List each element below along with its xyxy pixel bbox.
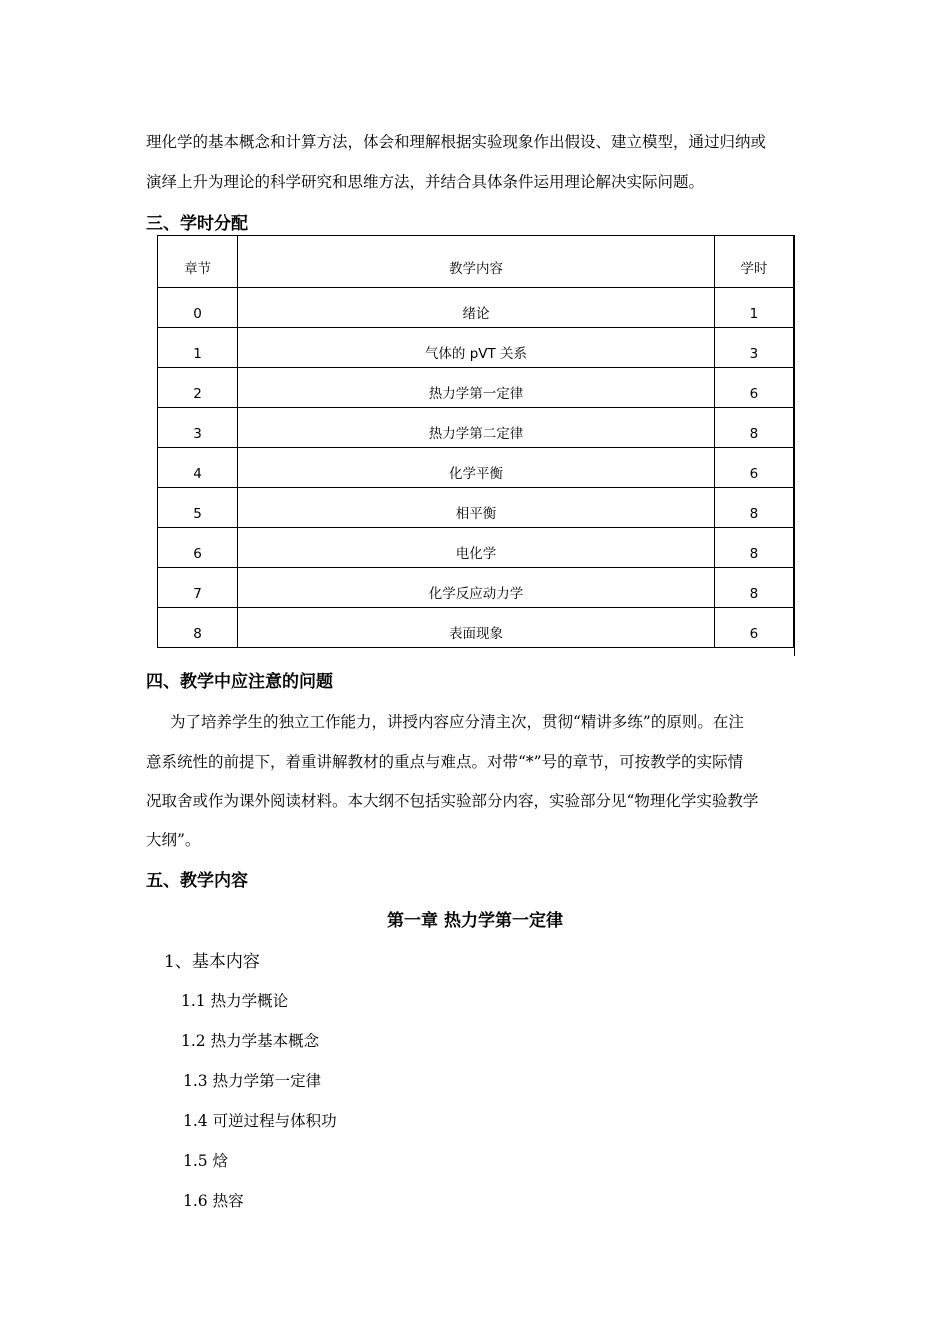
section-4-line-1: 为了培养学生的独立工作能力，讲授内容应分清主次，贯彻“精讲多练”的原则。在注 <box>170 713 744 731</box>
table-row <box>158 448 794 488</box>
header-chapter: 章节 <box>158 236 238 288</box>
section-5-title: 五、教学内容 <box>146 871 248 891</box>
intro-line-2: 演绎上升为理论的科学研究和思维方法，并结合具体条件运用理论解决实际问题。 <box>146 173 705 191</box>
cell-content: 热力学第二定律 <box>238 408 715 448</box>
content-item: 1.1 热力学概论 <box>181 992 289 1010</box>
content-item: 1.5 焓 <box>183 1152 229 1170</box>
section-3-title: 三、学时分配 <box>146 214 248 234</box>
cell-content: 热力学第一定律 <box>238 368 715 408</box>
content-item: 1.3 热力学第一定律 <box>183 1072 322 1090</box>
table-right-border <box>794 235 795 656</box>
table-row <box>158 368 794 408</box>
cell-content: 化学平衡 <box>238 448 715 488</box>
content-item: 1.4 可逆过程与体积功 <box>183 1112 337 1130</box>
table-row <box>158 328 794 368</box>
table-row <box>158 528 794 568</box>
cell-hours: 1 <box>714 288 793 328</box>
table-row <box>158 608 794 648</box>
basic-content-title: 1、基本内容 <box>164 952 260 972</box>
cell-chapter: 1 <box>158 328 238 368</box>
cell-chapter: 2 <box>158 368 238 408</box>
cell-chapter: 5 <box>158 488 238 528</box>
cell-hours: 6 <box>714 448 793 488</box>
content-item: 1.2 热力学基本概念 <box>181 1032 320 1050</box>
table-header-row <box>158 236 794 288</box>
hours-allocation-table <box>157 235 794 648</box>
cell-hours: 6 <box>714 608 793 648</box>
cell-chapter: 7 <box>158 568 238 608</box>
cell-content: 绪论 <box>238 288 715 328</box>
cell-hours: 8 <box>714 528 793 568</box>
table-row <box>158 288 794 328</box>
table-row <box>158 488 794 528</box>
cell-hours: 3 <box>714 328 793 368</box>
cell-chapter: 4 <box>158 448 238 488</box>
cell-chapter: 6 <box>158 528 238 568</box>
cell-content: 电化学 <box>238 528 715 568</box>
section-4-line-4: 大纲”。 <box>146 831 201 849</box>
cell-hours: 8 <box>714 568 793 608</box>
cell-chapter: 0 <box>158 288 238 328</box>
section-4-title: 四、教学中应注意的问题 <box>146 672 333 692</box>
section-4-line-3: 况取舍或作为课外阅读材料。本大纲不包括实验部分内容，实验部分见“物理化学实验教学 <box>146 792 759 810</box>
cell-content: 化学反应动力学 <box>238 568 715 608</box>
table-row <box>158 408 794 448</box>
header-content: 教学内容 <box>238 236 715 288</box>
chapter-title: 第一章 热力学第一定律 <box>387 911 563 931</box>
cell-hours: 6 <box>714 368 793 408</box>
header-hours: 学时 <box>714 236 793 288</box>
content-item: 1.6 热容 <box>183 1192 244 1210</box>
cell-chapter: 8 <box>158 608 238 648</box>
section-4-line-2: 意系统性的前提下，着重讲解教材的重点与难点。对带“*”号的章节，可按教学的实际情 <box>146 753 744 771</box>
table-row <box>158 568 794 608</box>
cell-content: 表面现象 <box>238 608 715 648</box>
cell-hours: 8 <box>714 488 793 528</box>
intro-line-1: 理化学的基本概念和计算方法，体会和理解根据实验现象作出假设、建立模型，通过归纳或 <box>146 133 767 151</box>
cell-content: 气体的 pVT 关系 <box>238 328 715 368</box>
cell-content: 相平衡 <box>238 488 715 528</box>
cell-chapter: 3 <box>158 408 238 448</box>
cell-hours: 8 <box>714 408 793 448</box>
